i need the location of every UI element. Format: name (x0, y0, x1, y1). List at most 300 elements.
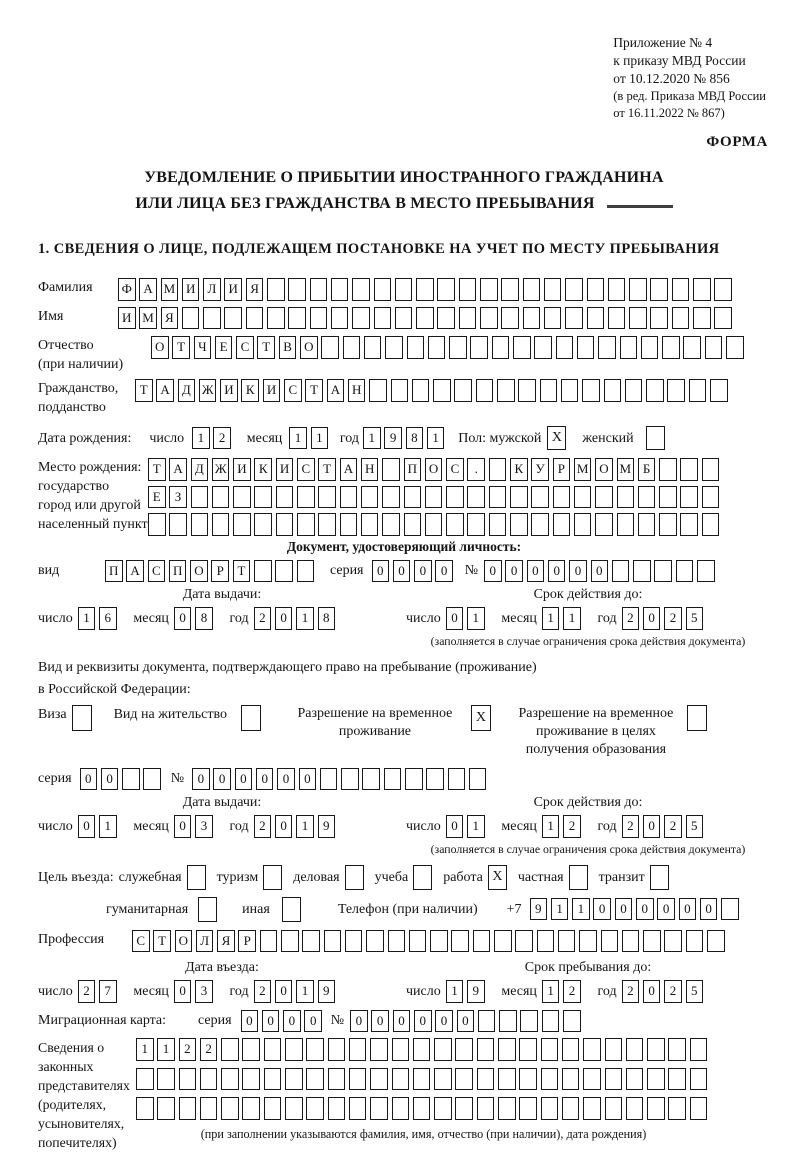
doc-number-label: № (464, 563, 479, 579)
char-cell: 3 (195, 815, 213, 838)
patronymic-cells (151, 336, 747, 359)
char-cell: З (169, 486, 187, 509)
char-cell (519, 1097, 537, 1120)
char-cell (501, 307, 519, 330)
migration-number-label: № (330, 1013, 345, 1029)
char-cell (608, 278, 626, 301)
char-cell (409, 930, 427, 953)
char-cell (467, 513, 485, 536)
residence-doc-dates (38, 795, 770, 857)
char-cell (541, 1068, 559, 1091)
char-cell: О (595, 458, 613, 481)
char-cell (426, 768, 444, 791)
purpose-humanitarian-checkbox (198, 897, 217, 922)
char-cell: 0 (591, 560, 609, 583)
char-cell (565, 307, 583, 330)
char-cell (565, 278, 583, 301)
char-cell (710, 379, 728, 402)
char-cell: 2 (179, 1038, 197, 1061)
appendix-revision-line: (в ред. Приказа МВД России (613, 89, 766, 103)
char-cell: 2 (622, 607, 640, 630)
char-cell: И (263, 379, 281, 402)
residence-issue-day-cells (78, 815, 121, 838)
residence-expiry-day-cells (446, 815, 489, 838)
char-cell: 0 (174, 607, 192, 630)
char-cell: 0 (615, 898, 633, 921)
char-cell (297, 560, 315, 583)
char-cell: Л (203, 278, 221, 301)
char-cell: 7 (99, 980, 117, 1003)
char-cell: П (404, 458, 422, 481)
char-cell: 8 (195, 607, 213, 630)
char-cell: П (105, 560, 123, 583)
char-cell (476, 379, 494, 402)
char-cell (633, 560, 651, 583)
char-cell: 1 (157, 1038, 175, 1061)
char-cell (366, 930, 384, 953)
char-cell (455, 1038, 473, 1061)
female-checkbox (646, 426, 665, 450)
char-cell (574, 486, 592, 509)
char-cell: 1 (563, 607, 581, 630)
char-cell (620, 336, 638, 359)
char-cell (672, 278, 690, 301)
birth-year-cells (363, 427, 448, 450)
char-cell (455, 1097, 473, 1120)
char-cell (191, 513, 209, 536)
char-cell: 9 (467, 980, 485, 1003)
char-cell (392, 1038, 410, 1061)
char-cell (626, 1068, 644, 1091)
representatives-label: Сведения о законных представителях (родителях, усыновителях, попечителях) (38, 1040, 130, 1150)
char-cell (285, 1068, 303, 1091)
char-cell: Я (217, 930, 235, 953)
char-cell: Е (215, 336, 233, 359)
char-cell (510, 486, 528, 509)
month-label: месяц (246, 430, 283, 446)
char-cell (689, 379, 707, 402)
char-cell: 9 (530, 898, 548, 921)
char-cell (702, 486, 720, 509)
char-cell (433, 379, 451, 402)
residence-issue-heading: Дата выдачи: (182, 795, 262, 810)
title-line-2: ИЛИ ЛИЦА БЕЗ ГРАЖДАНСТВА В МЕСТО ПРЕБЫВАНИЯ (38, 191, 770, 217)
char-cell: 0 (256, 768, 274, 791)
char-cell (264, 1038, 282, 1061)
residence-permit-checkbox (241, 705, 261, 731)
char-cell (395, 278, 413, 301)
char-cell (498, 1097, 516, 1120)
char-cell (136, 1068, 154, 1091)
char-cell (451, 930, 469, 953)
char-cell: В (279, 336, 297, 359)
char-cell (349, 1097, 367, 1120)
char-cell: 0 (80, 768, 98, 791)
char-cell (489, 458, 507, 481)
char-cell (352, 278, 370, 301)
char-cell: Р (238, 930, 256, 953)
char-cell: И (182, 278, 200, 301)
char-cell (459, 307, 477, 330)
char-cell: 8 (406, 427, 424, 450)
char-cell (391, 379, 409, 402)
char-cell (267, 307, 285, 330)
char-cell: С (297, 458, 315, 481)
birth-place-row-1 (148, 458, 723, 481)
char-cell (470, 336, 488, 359)
visit-purpose-row-2: гуманитарная иная Телефон (при наличии) +7 9 1 1 0 0 0 0 0 0 (38, 897, 770, 922)
representatives-note: (при заполнении указываются фамилия, имя, отчество (при наличии), дата рождения) (200, 1126, 647, 1141)
char-cell: 0 (299, 768, 317, 791)
char-cell: Т (257, 336, 275, 359)
char-cell (254, 486, 272, 509)
char-cell: 1 (467, 815, 485, 838)
char-cell (562, 1038, 580, 1061)
char-cell (693, 278, 711, 301)
char-cell (434, 1097, 452, 1120)
char-cell (430, 930, 448, 953)
char-cell (680, 486, 698, 509)
char-cell: 0 (275, 980, 293, 1003)
char-cell: Р (211, 560, 229, 583)
char-cell: . (467, 458, 485, 481)
char-cell: 0 (78, 815, 96, 838)
temp-residence-checkbox: X (471, 705, 491, 731)
char-cell (714, 278, 732, 301)
char-cell: 1 (542, 980, 560, 1003)
firstname-label: Имя (38, 308, 64, 324)
option-residence-permit: Вид на жительство (114, 705, 261, 731)
visit-purpose-row: Цель въезда: служебная туризм деловая учеба работа X частная транзит (38, 865, 770, 890)
char-cell (690, 1097, 708, 1120)
char-cell: 0 (371, 1010, 389, 1033)
firstname-row (38, 307, 770, 330)
char-cell: И (233, 458, 251, 481)
char-cell (629, 278, 647, 301)
birth-date-row (38, 426, 770, 450)
char-cell (542, 1010, 560, 1033)
migration-series-label: серия (198, 1013, 232, 1029)
char-cell: 2 (664, 815, 682, 838)
stay-year-cells (622, 980, 707, 1003)
char-cell: 0 (174, 980, 192, 1003)
representatives-block (38, 1038, 770, 1152)
residence-issue-col: Дата выдачи: число 0 1 месяц 0 3 год 2 0 1 9 (38, 795, 406, 838)
char-cell (664, 930, 682, 953)
char-cell (407, 336, 425, 359)
char-cell: 1 (446, 980, 464, 1003)
char-cell: 0 (657, 898, 675, 921)
char-cell (446, 513, 464, 536)
representatives-row-2 (136, 1068, 711, 1091)
char-cell: 0 (192, 768, 210, 791)
char-cell (221, 1068, 239, 1091)
char-cell: 0 (643, 607, 661, 630)
char-cell: 1 (542, 815, 560, 838)
char-cell (302, 930, 320, 953)
char-cell (523, 307, 541, 330)
option-temp-residence-education: Разрешение на временное проживание в целях получения образования (515, 705, 707, 759)
char-cell (454, 379, 472, 402)
char-cell (275, 560, 293, 583)
birth-place-cells (148, 458, 723, 536)
migration-card-row (38, 1010, 770, 1033)
char-cell (498, 1038, 516, 1061)
char-cell (647, 1068, 665, 1091)
char-cell (343, 336, 361, 359)
char-cell: 0 (174, 815, 192, 838)
char-cell: 0 (643, 980, 661, 1003)
char-cell (540, 379, 558, 402)
char-cell: 3 (195, 980, 213, 1003)
char-cell (534, 336, 552, 359)
char-cell (370, 1097, 388, 1120)
char-cell (494, 930, 512, 953)
expiry-year-cells (622, 607, 707, 630)
entry-dates-block (38, 960, 770, 1003)
citizenship-label: Гражданство, подданство (38, 381, 119, 415)
char-cell (702, 513, 720, 536)
char-cell: 1 (99, 815, 117, 838)
phone-prefix: +7 (506, 901, 522, 917)
char-cell: 0 (435, 1010, 453, 1033)
char-cell (412, 379, 430, 402)
birth-day-cells (192, 427, 235, 450)
char-cell (622, 930, 640, 953)
birth-date-label: Дата рождения: (38, 430, 132, 446)
char-cell: Л (196, 930, 214, 953)
document-title (38, 165, 770, 217)
appendix-line: к приказу МВД России (613, 53, 746, 68)
visa-checkbox (72, 705, 92, 731)
char-cell (480, 307, 498, 330)
char-cell: П (169, 560, 187, 583)
char-cell: 5 (686, 980, 704, 1003)
char-cell: С (132, 930, 150, 953)
char-cell: О (175, 930, 193, 953)
char-cell (467, 486, 485, 509)
char-cell (413, 1068, 431, 1091)
citizenship-cells (135, 379, 731, 402)
char-cell: С (446, 458, 464, 481)
section1-heading: 1. СВЕДЕНИЯ О ЛИЦЕ, ПОДЛЕЖАЩЕМ ПОСТАНОВКЕ НА УЧЕТ ПО МЕСТУ ПРЕБЫВАНИЯ (38, 241, 720, 257)
char-cell (297, 513, 315, 536)
char-cell (595, 513, 613, 536)
char-cell (604, 379, 622, 402)
char-cell (662, 336, 680, 359)
char-cell (157, 1097, 175, 1120)
char-cell (320, 768, 338, 791)
purpose-work-checkbox: X (488, 865, 507, 890)
char-cell (668, 1097, 686, 1120)
char-cell (157, 1068, 175, 1091)
char-cell: А (340, 458, 358, 481)
char-cell (501, 278, 519, 301)
char-cell: Т (233, 560, 251, 583)
char-cell: 0 (275, 607, 293, 630)
char-cell (392, 1097, 410, 1120)
purpose-other-checkbox (282, 897, 301, 922)
char-cell (276, 486, 294, 509)
birth-place-block (38, 458, 770, 536)
char-cell (690, 1038, 708, 1061)
doc-number-cells (484, 560, 718, 583)
char-cell (328, 1097, 346, 1120)
char-cell: 0 (593, 898, 611, 921)
char-cell (361, 486, 379, 509)
char-cell (562, 1068, 580, 1091)
char-cell (413, 1038, 431, 1061)
char-cell (489, 513, 507, 536)
char-cell (341, 768, 359, 791)
char-cell (446, 486, 464, 509)
doc-kind-cells (105, 560, 318, 583)
char-cell (224, 307, 242, 330)
char-cell: 1 (551, 898, 569, 921)
char-cell: 0 (241, 1010, 259, 1033)
char-cell (562, 1097, 580, 1120)
char-cell: 0 (484, 560, 502, 583)
char-cell (242, 1097, 260, 1120)
char-cell: Т (172, 336, 190, 359)
char-cell: М (139, 307, 157, 330)
char-cell (254, 560, 272, 583)
char-cell (212, 513, 230, 536)
char-cell: 2 (664, 607, 682, 630)
char-cell: 2 (664, 980, 682, 1003)
char-cell: 9 (318, 980, 336, 1003)
entry-date-col: Дата въезда: число 2 7 месяц 0 3 год 2 0 1 9 (38, 960, 406, 1003)
char-cell: У (531, 458, 549, 481)
char-cell: 0 (446, 607, 464, 630)
char-cell: Д (178, 379, 196, 402)
char-cell: Д (191, 458, 209, 481)
char-cell (306, 1038, 324, 1061)
char-cell (169, 513, 187, 536)
char-cell (473, 930, 491, 953)
char-cell (233, 513, 251, 536)
char-cell (459, 278, 477, 301)
issue-month-cells (174, 607, 217, 630)
char-cell (361, 513, 379, 536)
temp-residence-education-checkbox (687, 705, 707, 731)
char-cell: О (151, 336, 169, 359)
char-cell (697, 560, 715, 583)
purpose-official-checkbox (187, 865, 206, 890)
residence-options-row (38, 705, 770, 759)
char-cell: 6 (99, 607, 117, 630)
char-cell: Н (361, 458, 379, 481)
char-cell: Т (318, 458, 336, 481)
expiry-month-cells (542, 607, 585, 630)
char-cell (382, 486, 400, 509)
char-cell (582, 379, 600, 402)
char-cell (513, 336, 531, 359)
char-cell: Т (135, 379, 153, 402)
char-cell (364, 336, 382, 359)
char-cell (583, 1068, 601, 1091)
char-cell: С (284, 379, 302, 402)
char-cell: Б (638, 458, 656, 481)
char-cell: 2 (78, 980, 96, 1003)
char-cell (646, 379, 664, 402)
purpose-private-checkbox (569, 865, 588, 890)
char-cell (434, 1038, 452, 1061)
char-cell (520, 1010, 538, 1033)
char-cell (392, 1068, 410, 1091)
char-cell (519, 1068, 537, 1091)
char-cell: Р (553, 458, 571, 481)
char-cell: О (425, 458, 443, 481)
char-cell (477, 1068, 495, 1091)
char-cell (404, 486, 422, 509)
char-cell (437, 307, 455, 330)
profession-cells (132, 930, 728, 953)
residence-series-cells (80, 768, 165, 791)
expiry-day-cells (446, 607, 489, 630)
char-cell: 1 (78, 607, 96, 630)
appendix-line: Приложение № 4 (613, 35, 713, 50)
char-cell (654, 560, 672, 583)
appendix-revision-line: от 16.11.2022 № 867) (613, 106, 725, 120)
char-cell (404, 513, 422, 536)
char-cell (306, 1068, 324, 1091)
char-cell: О (300, 336, 318, 359)
char-cell: К (241, 379, 259, 402)
purpose-business-checkbox (345, 865, 364, 890)
char-cell (583, 1097, 601, 1120)
option-visa: Виза (38, 705, 92, 731)
char-cell (641, 336, 659, 359)
char-cell: 1 (136, 1038, 154, 1061)
char-cell: Н (348, 379, 366, 402)
identity-doc-dates (38, 587, 770, 649)
char-cell (515, 930, 533, 953)
char-cell (702, 458, 720, 481)
char-cell (714, 307, 732, 330)
char-cell (428, 336, 446, 359)
char-cell (191, 486, 209, 509)
char-cell: А (156, 379, 174, 402)
stay-until-heading: Срок пребывания до: (524, 960, 652, 975)
char-cell (385, 336, 403, 359)
appendix-block (613, 34, 766, 122)
char-cell (625, 379, 643, 402)
entry-month-cells (174, 980, 217, 1003)
char-cell: 1 (542, 607, 560, 630)
char-cell (647, 1097, 665, 1120)
residence-number-label: № (170, 771, 185, 787)
char-cell (369, 379, 387, 402)
char-cell: 0 (527, 560, 545, 583)
char-cell (405, 768, 423, 791)
char-cell (179, 1068, 197, 1091)
char-cell (489, 486, 507, 509)
residence-series-label: серия (38, 771, 72, 787)
char-cell: 1 (192, 427, 210, 450)
char-cell (659, 486, 677, 509)
profession-row (38, 930, 770, 953)
char-cell (281, 930, 299, 953)
char-cell (617, 513, 635, 536)
char-cell: И (118, 307, 136, 330)
char-cell: А (169, 458, 187, 481)
year-label: год (339, 430, 360, 446)
char-cell: 0 (435, 560, 453, 583)
visit-purpose-label: Цель въезда: (38, 869, 114, 885)
char-cell: М (617, 458, 635, 481)
char-cell (626, 1097, 644, 1120)
